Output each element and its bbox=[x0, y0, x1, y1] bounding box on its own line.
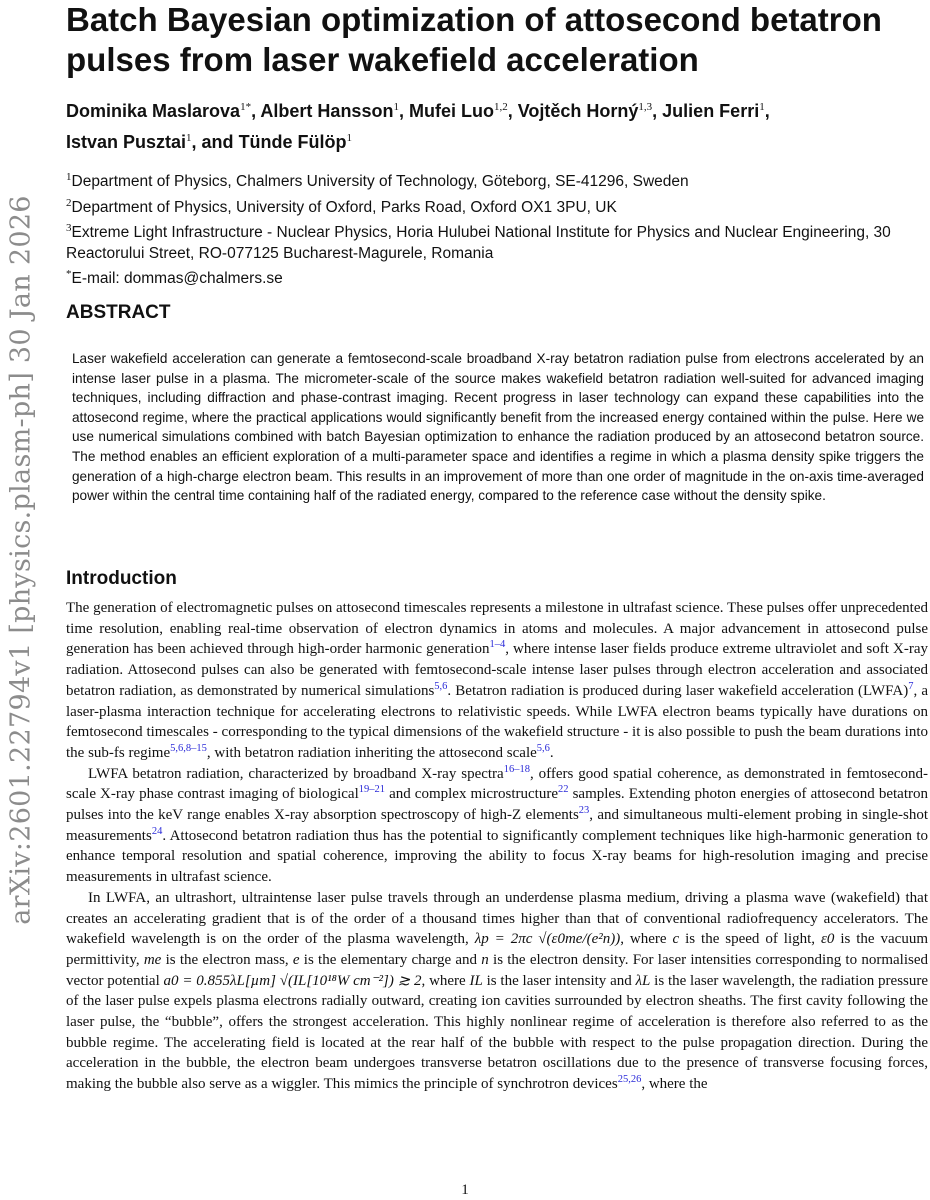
affiliation-list bbox=[66, 167, 926, 290]
paper-title: Batch Bayesian optimization of attosecond betatron pulses from laser wakefield acceleration bbox=[66, 1, 882, 78]
citation-link[interactable]: 23 bbox=[578, 805, 590, 817]
citation-link[interactable]: 5,6 bbox=[434, 680, 448, 692]
citation-link[interactable]: 25,26 bbox=[617, 1074, 642, 1086]
affiliation: $^1$Department of Physics, Chalmers University of Technology, Göteborg, SE-41296, Sweden bbox=[66, 171, 689, 191]
introduction-heading: Introduction bbox=[66, 568, 177, 589]
author-affiliation-mark: 1 bbox=[346, 132, 353, 144]
affiliation: $^2$Department of Physics, University of Oxford, Parks Road, Oxford OX1 3PU, UK bbox=[66, 196, 617, 216]
affiliation: $^3$Extreme Light Infrastructure - Nuclear Physics, Horia Hulubei National Institute for Physics and Nuclear Engineering, 30 Reactorului Street, RO-077125 Bucharest-Magurele, Romania bbox=[66, 222, 891, 262]
author-list: Dominika Maslarova$^{1*}$, Albert Hansson$^1$, Mufei Luo$^{1,2}$, Vojtěch Horný$^{1,3}$, Julien Ferri$^1$, Istvan Pusztai$^1$, and Tünde Fülöp$^1$ bbox=[66, 101, 770, 152]
arxiv-sidebar bbox=[4, 190, 38, 930]
paragraph: In LWFA, an ultrashort, ultraintense laser pulse travels through an underdense plasma medium, driving a plasma wave (wakefield) that creates an accelerating gradient that is of the order of a thousand times higher than that of conventional radiofrequency accelerators. The wakefield wavelength is on the order of the plasma wavelength, λp = 2πc √(ε0me/(e²n)), where c is the speed of light, ε0 is the vacuum permittivity, me is the electron mass, e is the elementary charge and n is the electron density. For laser intensities corresponding to normalised vector potential a0 = 0.855λL[µm] √(IL[10¹⁸W cm⁻²]) ≳ 2, where IL is the laser intensity and λL is the laser wavelength, the radiation pressure of the laser pulse expels plasma electrons radially outward, creating ion cavities surrounded by electron sheaths. The first cavity following the laser pulse, the “bubble”, offers the strongest acceleration. This highly nonlinear regime of acceleration is therefore also referred to as the bubble regime. The accelerating field is located at the rear half of the bubble with respect to the pulse propagation direction. During the acceleration in the bubble, the electron beam undergoes transverse betatron oscillations due to the presence of transverse focusing forces, making the bubble also serve as a wiggler. This mimics the principle of synchrotron devices$^{25,26}$, where the bbox=[66, 889, 929, 1093]
citation-link[interactable]: 22 bbox=[558, 784, 569, 796]
author-name: Tünde Fülöp bbox=[238, 132, 347, 152]
citation-link[interactable]: 24 bbox=[151, 825, 163, 837]
author-affiliation-mark: 1 bbox=[759, 101, 765, 113]
equation-vector-potential: a0 = 0.855λL[µm] √(IL[10¹⁸W cm⁻²]) ≳ 2 bbox=[163, 972, 422, 989]
author-affiliation-mark: 1 bbox=[393, 101, 399, 113]
introduction-body bbox=[66, 598, 928, 1095]
author-name: Albert Hansson bbox=[260, 101, 394, 121]
author-name: Istvan Pusztai bbox=[66, 132, 187, 152]
author-name: Mufei Luo bbox=[408, 101, 494, 121]
citation-link[interactable]: 16–18 bbox=[503, 763, 530, 775]
arxiv-identifier: arXiv:2601.22794v1 [physics.plasm-ph] 30 Jan 2026 bbox=[5, 195, 37, 925]
author-affiliation-mark: 1,3 bbox=[638, 101, 653, 113]
author-affiliation-mark: 1* bbox=[240, 101, 252, 113]
abstract-text: Laser wakefield acceleration can generate a femtosecond-scale broadband X-ray betatron radiation pulse from electrons accelerated by an intense laser pulse in a plasma. The micrometer-scale of the source makes wakefield betatron radiation well-suited for advanced imaging techniques, including diffraction and phase-contrast imaging. Recent progress in laser technology can expand these capabilities into the attosecond regime, where the practical applications would significantly benefit from the increased energy contained within the pulse. Here we use numerical simulations combined with batch Bayesian optimization to enhance the radiation produced by an attosecond betatron source. The method enables an efficient exploration of a multi-parameter space and identifies a regime in which a plasma density spike triggers the generation of a high-charge electron beam. This results in an improvement of more than one order of magnitude in the on-axis time-averaged power within the central time containing half of the radiated energy, compared to the reference case without the density spike. bbox=[72, 351, 924, 504]
paragraph: LWFA betatron radiation, characterized by broadband X-ray spectra$^{16-18}$, offers good spatial coherence, as demonstrated in femtosecond-scale X-ray phase contrast imaging of biological$^{19-21}$ and complex microstructure$^{22}$ samples. Extending photon energies of attosecond betatron pulses into the keV range enables X-ray absorption spectroscopy of high-Z elements$^{23}$, and simultaneous multi-element probing in single-shot measurements$^{24}$. Attosecond betatron radiation thus has the potential to significantly complement techniques like high-harmonic generation to enhance temporal resolution and spatial coherence, improving the ability to focus X-ray beams for high-resolution imaging and precise measurements in ultrafast science. bbox=[66, 763, 929, 886]
citation-link[interactable]: 7 bbox=[908, 680, 914, 692]
citation-link[interactable]: 5,6 bbox=[536, 742, 550, 754]
paragraph: The generation of electromagnetic pulses on attosecond timescales represents a milestone in ultrafast science. These pulses offer unprecedented time resolution, enabling real-time observation of electron dynamics in atoms and molecules. A major advancement in attosecond pulse generation has been achieved through high-order harmonic generation$^{1-4}$, where intense laser fields produce extreme ultraviolet and soft X-ray radiation. Attosecond pulses can also be generated with femtosecond-scale intense laser pulses through electron acceleration and associated betatron radiation, as demonstrated by numerical simulations$^{5,6}$. Betatron radiation is produced during laser wakefield acceleration (LWFA)$^7$, a laser-plasma interaction technique for accelerating electrons to relativistic speeds. While LWFA electron beams typically have durations on femtosecond timescales - corresponding to the typical dimensions of the wakefield structure - it is also possible to push the beam durations into the sub-fs regime$^{5,6,8-15}$, with betatron radiation inheriting the attosecond scale$^{5,6}$. bbox=[66, 600, 928, 761]
equation-plasma-wavelength: λp = 2πc √(ε0me/(e²n)) bbox=[474, 931, 621, 948]
page-number: 1 bbox=[461, 1182, 469, 1198]
author-affiliation-mark: 1 bbox=[186, 132, 192, 144]
email: *E-mail: dommas@chalmers.se bbox=[66, 268, 283, 288]
abstract-heading: ABSTRACT bbox=[66, 302, 171, 323]
citation-link[interactable]: 1–4 bbox=[489, 639, 506, 651]
author-name: Vojtěch Horný bbox=[517, 101, 639, 121]
citation-link[interactable]: 5,6,8–15 bbox=[170, 742, 207, 754]
author-name: Dominika Maslarova bbox=[66, 101, 241, 121]
author-name: Julien Ferri bbox=[662, 101, 760, 121]
citation-link[interactable]: 19–21 bbox=[358, 784, 385, 796]
author-affiliation-mark: 1,2 bbox=[493, 101, 508, 113]
